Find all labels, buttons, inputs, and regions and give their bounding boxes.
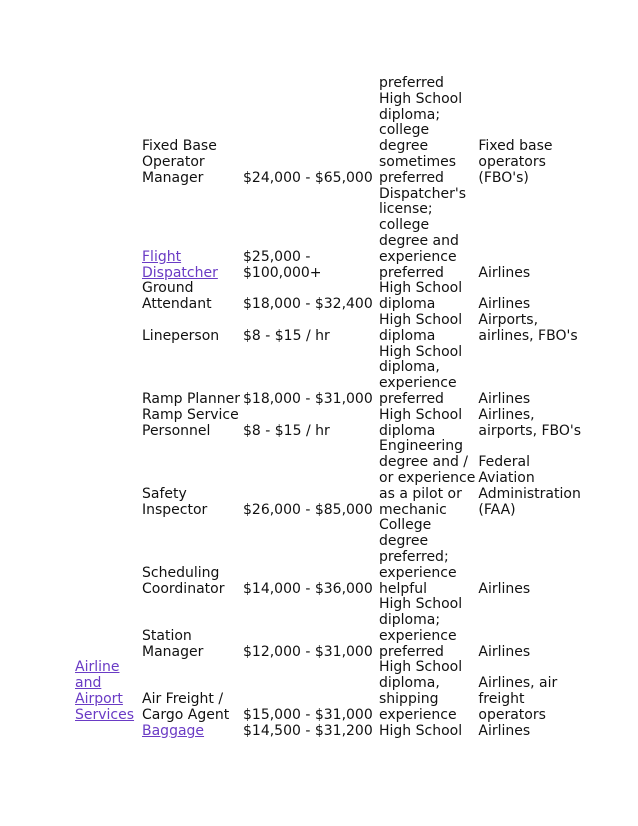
salary-range — [242, 724, 378, 740]
employers — [477, 408, 583, 440]
education-requirements — [378, 187, 477, 282]
education-requirements-line: diploma — [379, 296, 436, 313]
employers — [477, 187, 583, 282]
job-title-line: Station — [142, 627, 192, 644]
education-requirements-line: degree — [379, 138, 429, 155]
table-row — [74, 439, 583, 518]
employers-line: Airlines — [478, 296, 531, 313]
education-requirements-line: license; — [379, 201, 433, 218]
employers — [477, 597, 583, 660]
education-requirements-line: High School — [379, 343, 463, 360]
salary-range — [242, 345, 378, 408]
education-requirements-line: High School — [379, 722, 463, 739]
job-title — [141, 408, 242, 440]
salary-range-line: $18,000 - $32,400 — [243, 296, 373, 313]
section-link-airline-and-airport-services-line[interactable]: and — [75, 675, 102, 692]
education-requirements — [378, 408, 477, 440]
employers-line: Airports, — [478, 311, 539, 328]
education-requirements-line: degree and — [379, 232, 459, 249]
job-title — [141, 597, 242, 660]
education-requirements — [378, 281, 477, 313]
section-cell — [74, 281, 141, 313]
job-title — [141, 281, 242, 313]
salary-range — [242, 281, 378, 313]
section-cell — [74, 313, 141, 345]
employers — [477, 313, 583, 345]
education-requirements-line: High School — [379, 406, 463, 423]
employers-line: freight — [478, 691, 525, 708]
employers-line: Airlines — [478, 390, 531, 407]
section-link-airline-and-airport-services[interactable] — [74, 660, 141, 723]
employers — [477, 345, 583, 408]
education-requirements-line: preferred — [379, 643, 444, 660]
section-cell — [74, 724, 141, 740]
job-title-link[interactable] — [141, 724, 242, 740]
salary-range — [242, 439, 378, 518]
job-title-line: Attendant — [142, 296, 212, 313]
education-requirements-line: degree — [379, 533, 429, 550]
salary-range — [242, 76, 378, 187]
job-title-line: Safety — [142, 485, 187, 502]
section-cell — [74, 439, 141, 518]
employers-line: Fixed base — [478, 138, 553, 155]
employers-line: Airlines — [478, 264, 531, 281]
education-requirements-line: degree and / — [379, 454, 469, 471]
education-requirements-line: college — [379, 217, 430, 234]
education-requirements-line: High School — [379, 311, 463, 328]
education-requirements-line: diploma, — [379, 675, 440, 692]
employers — [477, 518, 583, 597]
education-requirements-line: diploma — [379, 327, 436, 344]
employers-line: Federal — [478, 454, 530, 471]
job-title-line: Inspector — [142, 501, 208, 518]
employers-line: (FBO's) — [478, 169, 529, 186]
job-title — [141, 518, 242, 597]
job-title-link[interactable] — [141, 187, 242, 282]
education-requirements-line: helpful — [379, 580, 427, 597]
job-title-line: Ramp Service — [142, 406, 239, 423]
salary-range-line: $14,000 - $36,000 — [243, 580, 373, 597]
careers-table — [74, 76, 583, 739]
education-requirements-line: preferred — [379, 264, 444, 281]
salary-range-line: $100,000+ — [243, 264, 322, 281]
education-requirements-line: Dispatcher's — [379, 185, 467, 202]
education-requirements-line: preferred — [379, 390, 444, 407]
education-requirements-line: as a pilot or — [379, 485, 462, 502]
employers-line: operators — [478, 706, 546, 723]
salary-range — [242, 597, 378, 660]
education-requirements — [378, 76, 477, 187]
employers — [477, 724, 583, 740]
job-title-line: Operator — [142, 153, 205, 170]
job-title-line: Air Freight / — [142, 691, 224, 708]
section-cell — [74, 408, 141, 440]
section-link-airline-and-airport-services-line[interactable]: Airline — [75, 659, 120, 676]
job-title-line: Ground — [142, 280, 194, 297]
education-requirements — [378, 660, 477, 723]
education-requirements — [378, 345, 477, 408]
section-cell — [74, 518, 141, 597]
salary-range — [242, 187, 378, 282]
education-requirements — [378, 313, 477, 345]
education-requirements-line: High School — [379, 280, 463, 297]
education-requirements-line: diploma, — [379, 359, 440, 376]
salary-range-line: $14,500 - $31,200 — [243, 722, 373, 739]
education-requirements-line: mechanic — [379, 501, 447, 518]
education-requirements-line: preferred — [379, 75, 444, 91]
education-requirements-line: diploma; — [379, 612, 441, 629]
employers-line: Administration — [478, 485, 581, 502]
education-requirements-line: experience — [379, 375, 457, 392]
employers-line: airlines, FBO's — [478, 327, 578, 344]
salary-range — [242, 408, 378, 440]
employers-line: Airlines, air — [478, 675, 558, 692]
table-row — [74, 518, 583, 597]
job-title-link-line[interactable]: Flight — [142, 248, 182, 265]
employers — [477, 76, 583, 187]
table-row — [74, 345, 583, 408]
education-requirements-line: College — [379, 517, 432, 534]
education-requirements-line: or experience — [379, 469, 476, 486]
job-title-line: Fixed Base — [142, 138, 217, 155]
education-requirements — [378, 439, 477, 518]
job-title-line: Personnel — [142, 422, 211, 439]
table-row — [74, 281, 583, 313]
education-requirements-line: experience — [379, 706, 457, 723]
education-requirements-line: High School — [379, 596, 463, 613]
salary-range-line: $26,000 - $85,000 — [243, 501, 373, 518]
table-row — [74, 724, 583, 740]
employers — [477, 439, 583, 518]
job-title — [141, 345, 242, 408]
education-requirements-line: experience — [379, 627, 457, 644]
careers-table-body — [74, 76, 583, 739]
salary-range — [242, 313, 378, 345]
job-title-line: Scheduling — [142, 564, 220, 581]
education-requirements — [378, 597, 477, 660]
job-title-line: Manager — [142, 169, 204, 186]
table-row — [74, 597, 583, 660]
section-link-airline-and-airport-services-line[interactable]: Airport — [75, 691, 123, 708]
education-requirements-line: High School — [379, 90, 463, 107]
employers-line: Airlines — [478, 643, 531, 660]
section-cell — [74, 187, 141, 282]
salary-range-line: $18,000 - $31,000 — [243, 390, 373, 407]
employers-line: airports, FBO's — [478, 422, 582, 439]
education-requirements-line: preferred — [379, 169, 444, 186]
job-title-line: Lineperson — [142, 327, 220, 344]
table-row — [74, 187, 583, 282]
job-title-line: Cargo Agent — [142, 706, 230, 723]
salary-range-line: $8 - $15 / hr — [243, 422, 330, 439]
education-requirements-line: diploma; — [379, 106, 441, 123]
education-requirements-line: experience — [379, 564, 457, 581]
employers — [477, 660, 583, 723]
education-requirements — [378, 518, 477, 597]
job-title-link-line[interactable]: Dispatcher — [142, 264, 218, 281]
job-title — [141, 76, 242, 187]
table-row — [74, 76, 583, 187]
salary-range — [242, 660, 378, 723]
section-cell — [74, 345, 141, 408]
job-title-line: Manager — [142, 643, 204, 660]
education-requirements-line: sometimes — [379, 153, 457, 170]
salary-range — [242, 518, 378, 597]
table-row — [74, 660, 583, 723]
education-requirements-line: experience — [379, 248, 457, 265]
job-title — [141, 313, 242, 345]
job-title-line: Ramp Planner — [142, 390, 240, 407]
salary-range-line: $24,000 - $65,000 — [243, 169, 373, 186]
education-requirements-line: shipping — [379, 691, 439, 708]
job-title — [141, 439, 242, 518]
employers-line: (FAA) — [478, 501, 516, 518]
section-link-airline-and-airport-services-line[interactable]: Services — [75, 706, 135, 723]
employers — [477, 281, 583, 313]
job-title — [141, 660, 242, 723]
table-row — [74, 408, 583, 440]
education-requirements-line: preferred; — [379, 548, 449, 565]
job-title-line: Coordinator — [142, 580, 225, 597]
section-cell — [74, 597, 141, 660]
salary-range-line: $8 - $15 / hr — [243, 327, 330, 344]
employers-line: operators — [478, 153, 546, 170]
salary-range-line: $12,000 - $31,000 — [243, 643, 373, 660]
education-requirements-line: diploma — [379, 422, 436, 439]
employers-line: Airlines — [478, 722, 531, 739]
table-row — [74, 313, 583, 345]
education-requirements-line: Engineering — [379, 438, 463, 455]
section-cell — [74, 76, 141, 187]
education-requirements-line: college — [379, 122, 430, 139]
salary-range-line: $25,000 - — [243, 248, 311, 265]
education-requirements — [378, 724, 477, 740]
employers-line: Aviation — [478, 469, 535, 486]
employers-line: Airlines, — [478, 406, 535, 423]
employers-line: Airlines — [478, 580, 531, 597]
salary-range-line: $15,000 - $31,000 — [243, 706, 373, 723]
education-requirements-line: High School — [379, 659, 463, 676]
job-title-link-line[interactable]: Baggage — [142, 722, 205, 739]
